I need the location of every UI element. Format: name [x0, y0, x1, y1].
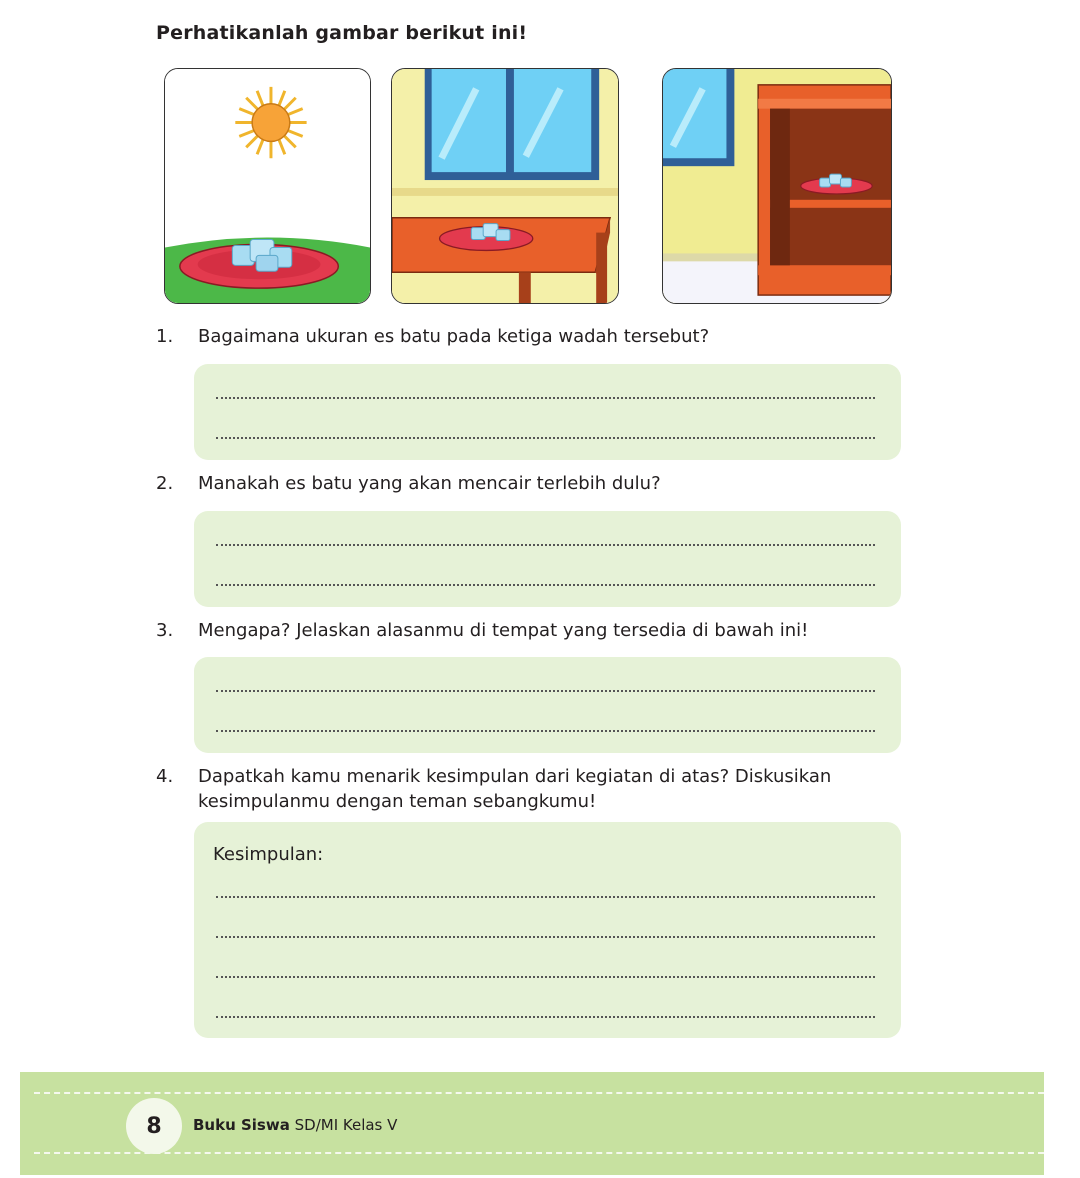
- answer-line[interactable]: [216, 896, 875, 898]
- question-text: Mengapa? Jelaskan alasanmu di tempat yang tersedia di bawah ini!: [198, 620, 809, 641]
- answer-line[interactable]: [216, 690, 875, 692]
- question-number: 4.: [156, 766, 174, 787]
- answer-box-1[interactable]: [194, 364, 901, 460]
- instruction-heading: Perhatikanlah gambar berikut ini!: [156, 22, 528, 44]
- illustration-sun-panel: [164, 68, 371, 304]
- illustration-shelf-panel: [662, 68, 892, 304]
- question-text: [198, 764, 902, 814]
- answer-line[interactable]: [216, 976, 875, 978]
- illustration-table-panel: [391, 68, 619, 304]
- question-number: 3.: [156, 620, 174, 641]
- question-text-line-1: Dapatkah kamu menarik kesimpulan dari kegiatan di atas? Diskusikan: [198, 766, 832, 787]
- footer-dashed-line: [34, 1092, 1044, 1094]
- page-number: [126, 1098, 182, 1154]
- answer-line[interactable]: [216, 437, 875, 439]
- question-text-line-2: kesimpulanmu dengan teman sebangkumu!: [198, 791, 597, 812]
- conclusion-box[interactable]: [194, 822, 901, 1038]
- answer-line[interactable]: [216, 544, 875, 546]
- footer-dashed-line: [34, 1152, 1044, 1154]
- page-footer: [20, 1072, 1044, 1175]
- answer-line[interactable]: [216, 584, 875, 586]
- conclusion-label: Kesimpulan:: [213, 844, 324, 865]
- window-icon: [425, 69, 599, 180]
- answer-line[interactable]: [216, 936, 875, 938]
- answer-box-2[interactable]: [194, 511, 901, 607]
- book-title-bold: Buku Siswa: [193, 1116, 290, 1134]
- question-text: Bagaimana ukuran es batu pada ketiga wadah tersebut?: [198, 326, 710, 347]
- question-number: 1.: [156, 326, 174, 347]
- answer-line[interactable]: [216, 1016, 875, 1018]
- question-text: Manakah es batu yang akan mencair terlebih dulu?: [198, 473, 661, 494]
- question-number: 2.: [156, 473, 174, 494]
- book-title: [193, 1116, 397, 1134]
- page-number-text: 8: [146, 1113, 162, 1139]
- answer-line[interactable]: [216, 397, 875, 399]
- book-title-rest: SD/MI Kelas V: [294, 1116, 398, 1134]
- answer-box-3[interactable]: [194, 657, 901, 753]
- answer-line[interactable]: [216, 730, 875, 732]
